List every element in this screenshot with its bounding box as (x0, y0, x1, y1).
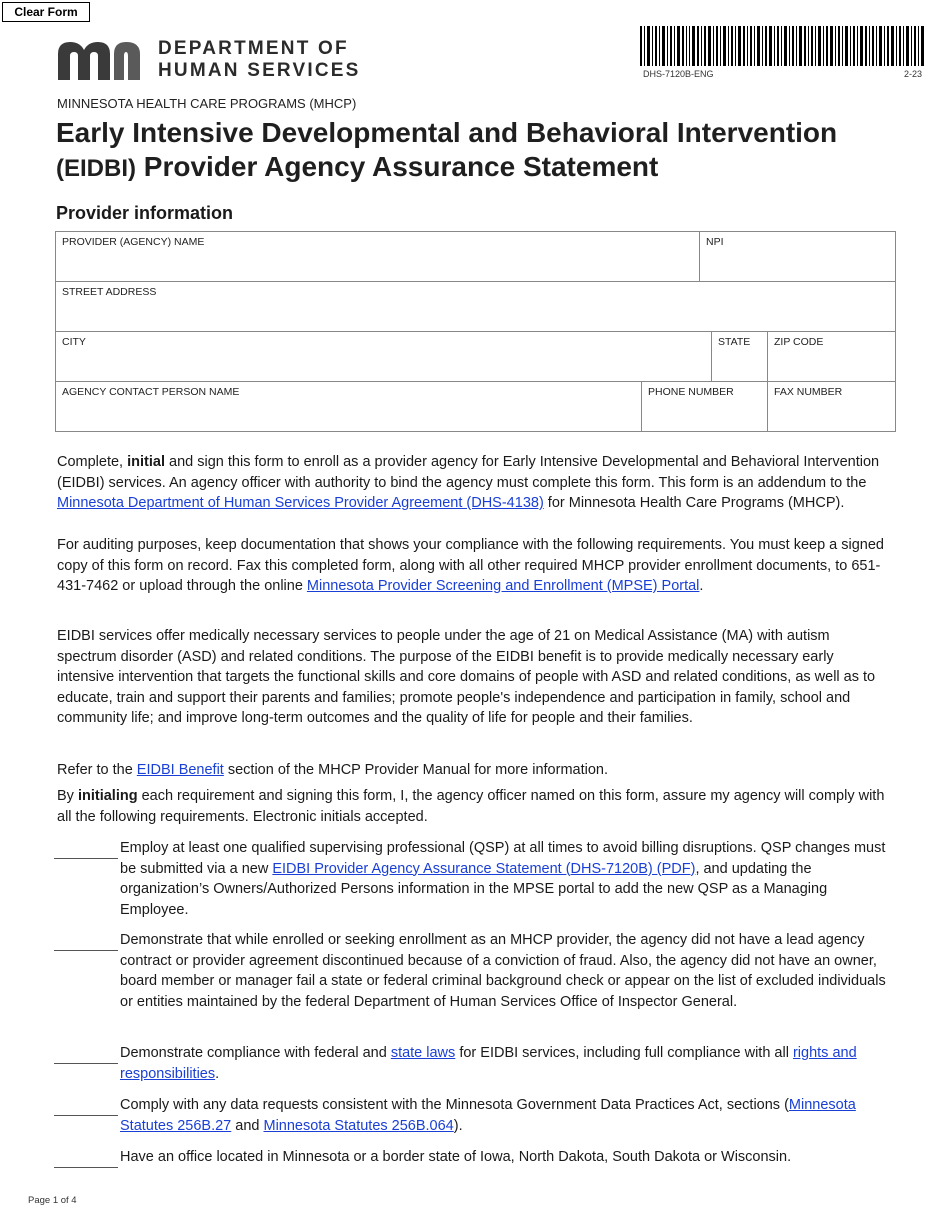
text-span: Comply with any data requests consistent with the Minnesota Government Data Practices Act, sections ( (120, 1097, 789, 1113)
bold-text: initialing (77, 788, 138, 804)
text-span: , and updating the organization’s Owners/Authorized Persons information in the MPSE portal to add the new QSP as a Managing Employee. (120, 860, 828, 918)
mpse-portal-link[interactable]: Minnesota Provider Screening and Enrollment (MPSE) Portal (306, 578, 700, 594)
rights-responsibilities-link[interactable]: rights and responsibilities (120, 1045, 857, 1082)
agency-name-label: PROVIDER (AGENCY) NAME (62, 236, 205, 248)
provider-agreement-link[interactable]: Minnesota Department of Human Services Provider Agreement (DHS-4138) (57, 495, 544, 511)
npi-field[interactable] (700, 232, 896, 281)
text-span: each requirement and signing this form, I, the agency officer named on this form, assure my agency will comply with all the following requirements. Electronic initials accepted. (57, 788, 885, 825)
requirement-text: Demonstrate that while enrolled or seeking enrollment as an MHCP provider, the agency did not have a lead agency contract or provider agreement discontinued because of a conviction of fraud. Also, the agency did not have an owner, board member or manager fail a state or federal criminal background check or appear on the list of excluded individuals or entities maintained by the federal Department of Human Services Office of Inspector General. (120, 932, 886, 1010)
provider-info-table (55, 231, 896, 432)
initials-input-2[interactable] (54, 950, 118, 951)
intro-paragraph-3: EIDBI services offer medically necessary services to people under the age of 21 on Medical Assistance (MA) with autism spectrum disorder (ASD) and related conditions. The purpose of the EIDBI benefit is to provide medically necessary early intensive intervention that targets the functional skills and core domains of people with ASD and related conditions, as well as to educate, train and support their parents and families; promote people's independence and participation in family, school and community life; and improve long-term outcomes and the quality of life for people and their families. (57, 628, 876, 726)
text-span: For auditing purposes, keep documentation that shows your compliance with the following requirements. You must keep a signed copy of this form on record. Fax this completed form, along with all other required MHCP provider enrollment documents, to 651-431-7462 or upload through the online (57, 537, 884, 594)
eidbi-benefit-link[interactable]: EIDBI Benefit (136, 762, 224, 778)
contact-name-label: AGENCY CONTACT PERSON NAME (62, 386, 240, 398)
statute-256b27-link[interactable]: Minnesota Statutes 256B.27 (120, 1097, 856, 1134)
zip-code-field[interactable] (768, 332, 896, 381)
initials-input-1[interactable] (54, 858, 118, 859)
dhs-7120b-link[interactable]: EIDBI Provider Agency Assurance Statement (DHS-7120B) (PDF) (272, 860, 696, 877)
initials-input-3[interactable] (54, 1063, 118, 1064)
text-span: and (231, 1117, 264, 1134)
revision-date: 2-23 (903, 69, 922, 79)
text-span: Refer to the (57, 762, 137, 778)
phone-number-label: PHONE NUMBER (648, 386, 734, 398)
npi-label: NPI (706, 236, 724, 248)
intro-paragraph-1 (57, 452, 893, 514)
bold-text: initial (127, 454, 165, 470)
initials-input-5[interactable] (54, 1167, 118, 1168)
program-name: MINNESOTA HEALTH CARE PROGRAMS (MHCP) (57, 96, 357, 111)
requirement-text (120, 838, 895, 920)
form-code: DHS-7120B-ENG (643, 69, 714, 79)
city-label: CITY (62, 336, 86, 348)
department-name (158, 38, 361, 82)
text-span: section of the MHCP Provider Manual for more information. (223, 762, 608, 778)
table-row (56, 232, 896, 282)
text-span: . (699, 578, 704, 594)
fax-number-label: FAX NUMBER (774, 386, 843, 398)
barcode-icon (640, 26, 924, 66)
requirement-text: Have an office located in Minnesota or a border state of Iowa, North Dakota, South Dakota or Wisconsin. (120, 1149, 792, 1165)
text-span: and sign this form to enroll as a provider agency for Early Intensive Developmental and Behavioral Intervention (EIDBI) services. An agency officer with authority to bind the agency must complete this form. This form is an addendum to the (57, 454, 880, 491)
text-span: Complete, (57, 454, 128, 470)
street-address-field[interactable] (56, 282, 896, 331)
page-title (56, 116, 916, 186)
zip-code-label: ZIP CODE (774, 336, 824, 348)
table-row (56, 332, 896, 382)
street-address-label: STREET ADDRESS (62, 286, 157, 298)
text-span: ). (453, 1117, 463, 1134)
agency-name-field[interactable] (56, 232, 700, 281)
fax-number-field[interactable] (768, 382, 896, 431)
text-span: for EIDBI services, including full compliance with all (455, 1045, 793, 1061)
intro-paragraph-4 (57, 760, 893, 781)
statute-256b064-link[interactable]: Minnesota Statutes 256B.064 (263, 1117, 454, 1134)
title-acronym: (EIDBI) (56, 155, 136, 182)
text-span: Demonstrate compliance with federal and (120, 1045, 391, 1061)
intro-paragraph-5 (57, 786, 893, 827)
initials-input-4[interactable] (54, 1115, 118, 1116)
table-row (56, 382, 896, 432)
text-span: Employ at least one qualified supervising professional (QSP) at all times to avoid billing disruptions. QSP changes must be submitted via a new (120, 840, 886, 877)
dhs-logo (54, 38, 361, 82)
provider-section-heading: Provider information (56, 203, 234, 223)
state-laws-link[interactable]: state laws (390, 1045, 456, 1061)
text-span: . (215, 1065, 220, 1082)
contact-name-field[interactable] (56, 382, 642, 431)
page-number: Page 1 of 4 (28, 1195, 77, 1206)
intro-paragraph-2 (57, 535, 893, 597)
phone-number-field[interactable] (642, 382, 768, 431)
requirement-text (120, 1095, 895, 1136)
state-label: STATE (718, 336, 751, 348)
dept-line-1: DEPARTMENT OF (158, 38, 349, 59)
text-span: By (57, 788, 78, 804)
clear-form-button[interactable]: Clear Form (2, 2, 90, 22)
title-part-1: Early Intensive Developmental and Behavioral Intervention (56, 117, 838, 148)
mn-logo-icon (54, 40, 144, 80)
title-part-2: Provider Agency Assurance Statement (143, 151, 659, 182)
table-row (56, 282, 896, 332)
city-field[interactable] (56, 332, 712, 381)
text-span: for Minnesota Health Care Programs (MHCP). (543, 495, 845, 511)
state-field[interactable] (712, 332, 768, 381)
dept-line-2: HUMAN SERVICES (158, 60, 361, 81)
requirement-text (120, 1043, 895, 1084)
